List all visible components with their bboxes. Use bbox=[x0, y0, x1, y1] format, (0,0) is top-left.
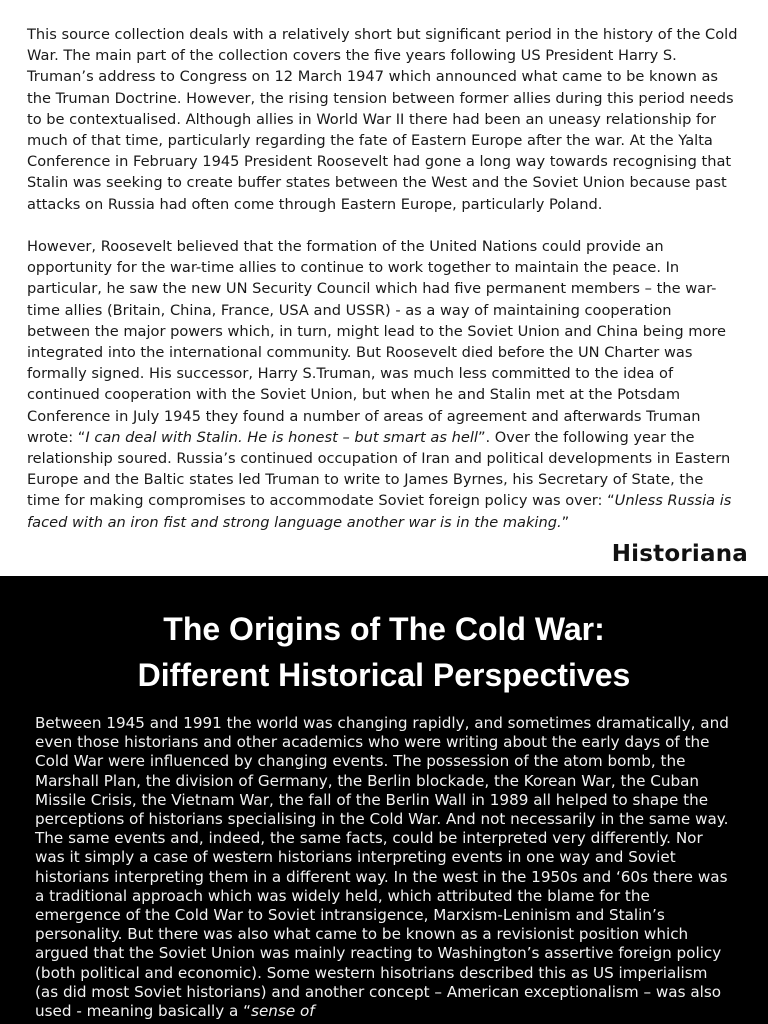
truman-stalin-quote: I can deal with Stalin. He is honest – but smart as hell bbox=[85, 428, 478, 446]
iron-fist-quote: Unless Russia is faced with an iron fist and strong language another war is in the making. bbox=[27, 492, 732, 531]
intro-text bbox=[27, 24, 739, 533]
page-title bbox=[0, 576, 768, 698]
perspectives-body bbox=[35, 714, 735, 1021]
perspectives-paragraph bbox=[35, 714, 735, 1021]
perspectives-section bbox=[0, 576, 768, 1024]
perspectives-text: Between 1945 and 1991 the world was changing rapidly, and sometimes dramatically, and even those historians and other academics who were writing about the early days of the Cold War were influenced by changing events. The possession of the atom bomb, the Marshall Plan, the division of Germany, the Berlin blockade, the Korean War, the Cuban Missile Crisis, the Vietnam War, the fall of the Berlin Wall in 1989 all helped to shape the perceptions of historians specialising in the Cold War. And not necessarily in the same way. The same events and, indeed, the same facts, could be interpreted very differently. Nor was it simply a case of western historians interpreting events in one way and Soviet historians interpreting them in a different way. In the west in the 1950s and ‘60s there was a traditional approach which was widely held, which attributed the blame for the emergence of the Cold War to Soviet intransigence, Marxism-Leninism and Stalin’s personality. But there was also what came to be known as a revisionist position which argued that the Soviet Union was mainly reacting to Washington’s assertive foreign policy (both political and economic). Some western hisotrians described this as US imperialism (as did most Soviet historians) and another concept – American exceptionalism – was also used - meaning basically a “ bbox=[35, 714, 729, 1021]
paragraph-2-text-a: However, Roosevelt believed that the formation of the United Nations could provide an opportunity for the war-time allies to continue to work together to maintain the peace. In particular, he saw the new UN Security Council which had five permanent members – the war-time allies (Britain, China, France, USA and USSR) - as a way of maintaining cooperation between the major powers which, in turn, might lead to the Soviet Union and China being more integrated into the international community. But Roosevelt died before the UN Charter was formally signed. His successor, Harry S.Truman, was much less committed to the idea of continued cooperation with the Soviet Union, but when he and Stalin met at the Potsdam Conference in July 1945 they found a number of areas of agreement and afterwards Truman wrote: “ bbox=[27, 238, 727, 446]
title-line-2: Different Historical Perspectives bbox=[137, 657, 631, 693]
historiana-logo: Historiana bbox=[611, 541, 748, 567]
title-line-1: The Origins of The Cold War: bbox=[163, 611, 605, 647]
intro-paragraph-1: This source collection deals with a relatively short but significant period in the history of the Cold War. The main part of the collection covers the five years following US President Harry S. Truman’s address to Congress on 12 March 1947 which announced what came to be known as the Truman Doctrine. However, the rising tension between former allies during this period needs to be contextualised. Although allies in World War II there had been an uneasy relationship for much of that time, particularly regarding the fate of Eastern Europe after the war. At the Yalta Conference in February 1945 President Roosevelt had gone a long way towards recognising that Stalin was seeking to create buffer states between the West and the Soviet Union because past attacks on Russia had often come through Eastern Europe, particularly Poland. bbox=[27, 26, 738, 213]
perspectives-italic: sense of bbox=[251, 1002, 315, 1021]
intro-paragraph-2 bbox=[27, 236, 739, 533]
paragraph-2-end: ” bbox=[561, 513, 570, 531]
paragraph-2-text-b: ”. Over the following year the relationship soured. Russia’s continued occupation of Iran and political developments in Eastern Europe and the Baltic states led Truman to write to James Byrnes, his Secretary of State, the time for making compromises to accommodate Soviet foreign policy was over: “ bbox=[27, 428, 731, 510]
